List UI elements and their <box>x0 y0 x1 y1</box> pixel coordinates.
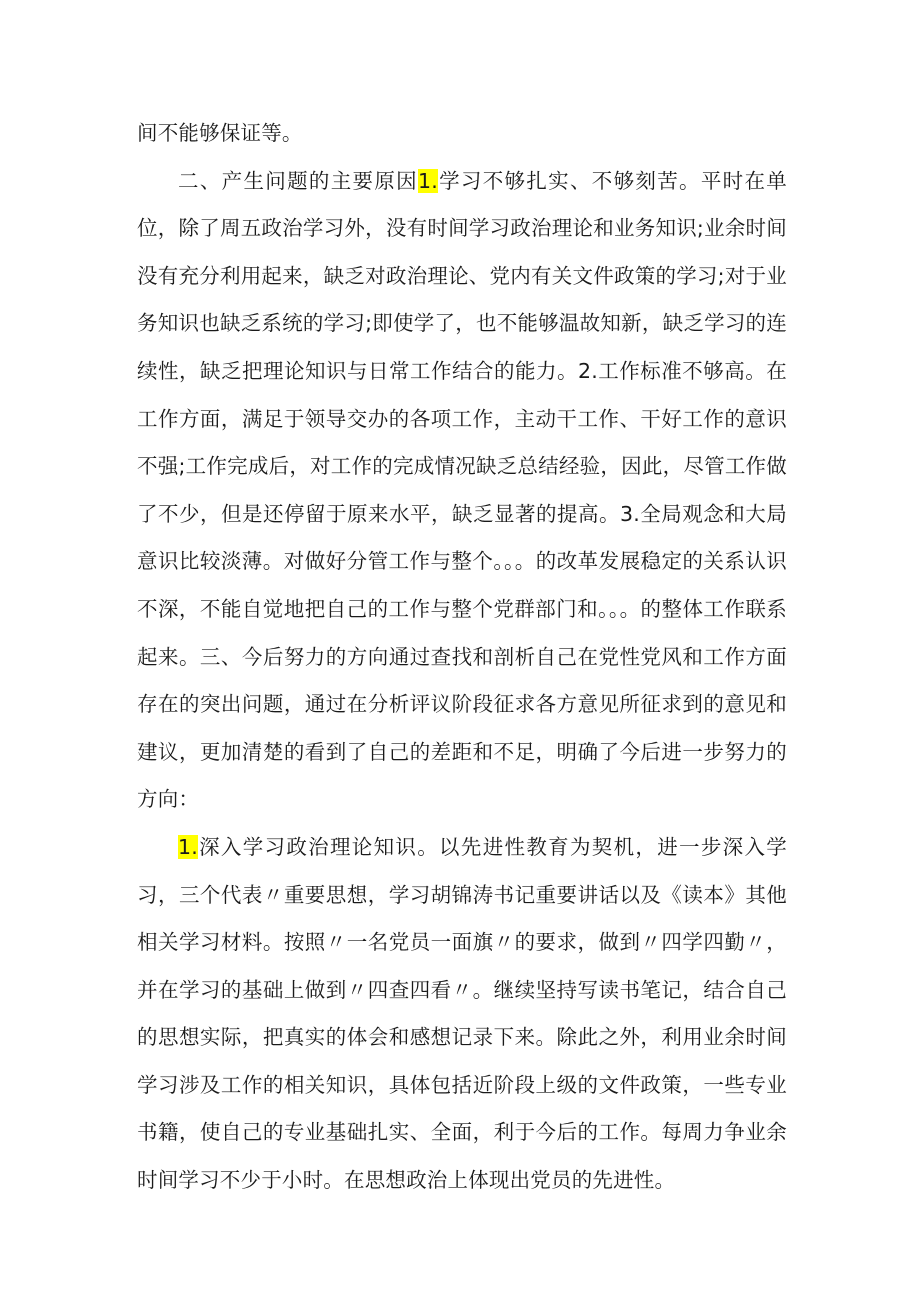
paragraph-2-text-a: 二、产生问题的主要原因 <box>178 168 418 193</box>
paragraph-3-text: 深入学习政治理论知识。以先进性教育为契机，进一步深入学习，三个代表〃重要思想，学习胡锦涛书记重要讲话以及《读本》其他相关学习材料。按照〃一名党员一面旗〃的要求，做到〃四学四勤〃，并在学习的基础上做到〃四查四看〃。继续坚持写读书笔记，结合自己的思想实际，把真实的体会和感想记录下来。除此之外，利用业余时间学习涉及工作的相关知识，具体包括近阶段上级的文件政策，一些专业书籍，使自己的专业基础扎实、全面，利于今后的工作。每周力争业余时间学习不少于小时。在思想政治上体现出党员的先进性。 <box>137 834 787 1193</box>
paragraph-2-text-b: 学习不够扎实、不够刻苦。平时在单位，除了周五政治学习外，没有时间学习政治理论和业务知识;业余时间没有充分利用起来，缺乏对政治理论、党内有关文件政策的学习;对于业务知识也缺乏系统的学习;即使学了，也不能够温故知新，缺乏学习的连续性，缺乏把理论知识与日常工作结合的能力。2.工作标准不够高。在工作方面，满足于领导交办的各项工作，主动干工作、干好工作的意识不强;工作完成后，对工作的完成情况缺乏总结经验，因此，尽管工作做了不少，但是还停留于原来水平，缺乏显著的提高。3.全局观念和大局意识比较淡薄。对做好分管工作与整个。。。的改革发展稳定的关系认识不深，不能自觉地把自己的工作与整个党群部门和。。。的整体工作联系起来。三、今后努力的方向通过查找和剖析自己在党性党风和工作方面存在的突出问题，通过在分析评议阶段征求各方意见所征求到的意见和建议，更加清楚的看到了自己的差距和不足，明确了今后进一步努力的方向： <box>137 168 788 812</box>
paragraph-2 <box>137 158 787 824</box>
highlighted-number: 1. <box>417 168 438 193</box>
paragraph-1 <box>137 110 787 158</box>
document-body <box>137 110 787 1205</box>
paragraph-3 <box>137 824 787 1205</box>
paragraph-1-text: 间不能够保证等。 <box>137 121 303 145</box>
highlighted-number: 1. <box>178 834 198 859</box>
